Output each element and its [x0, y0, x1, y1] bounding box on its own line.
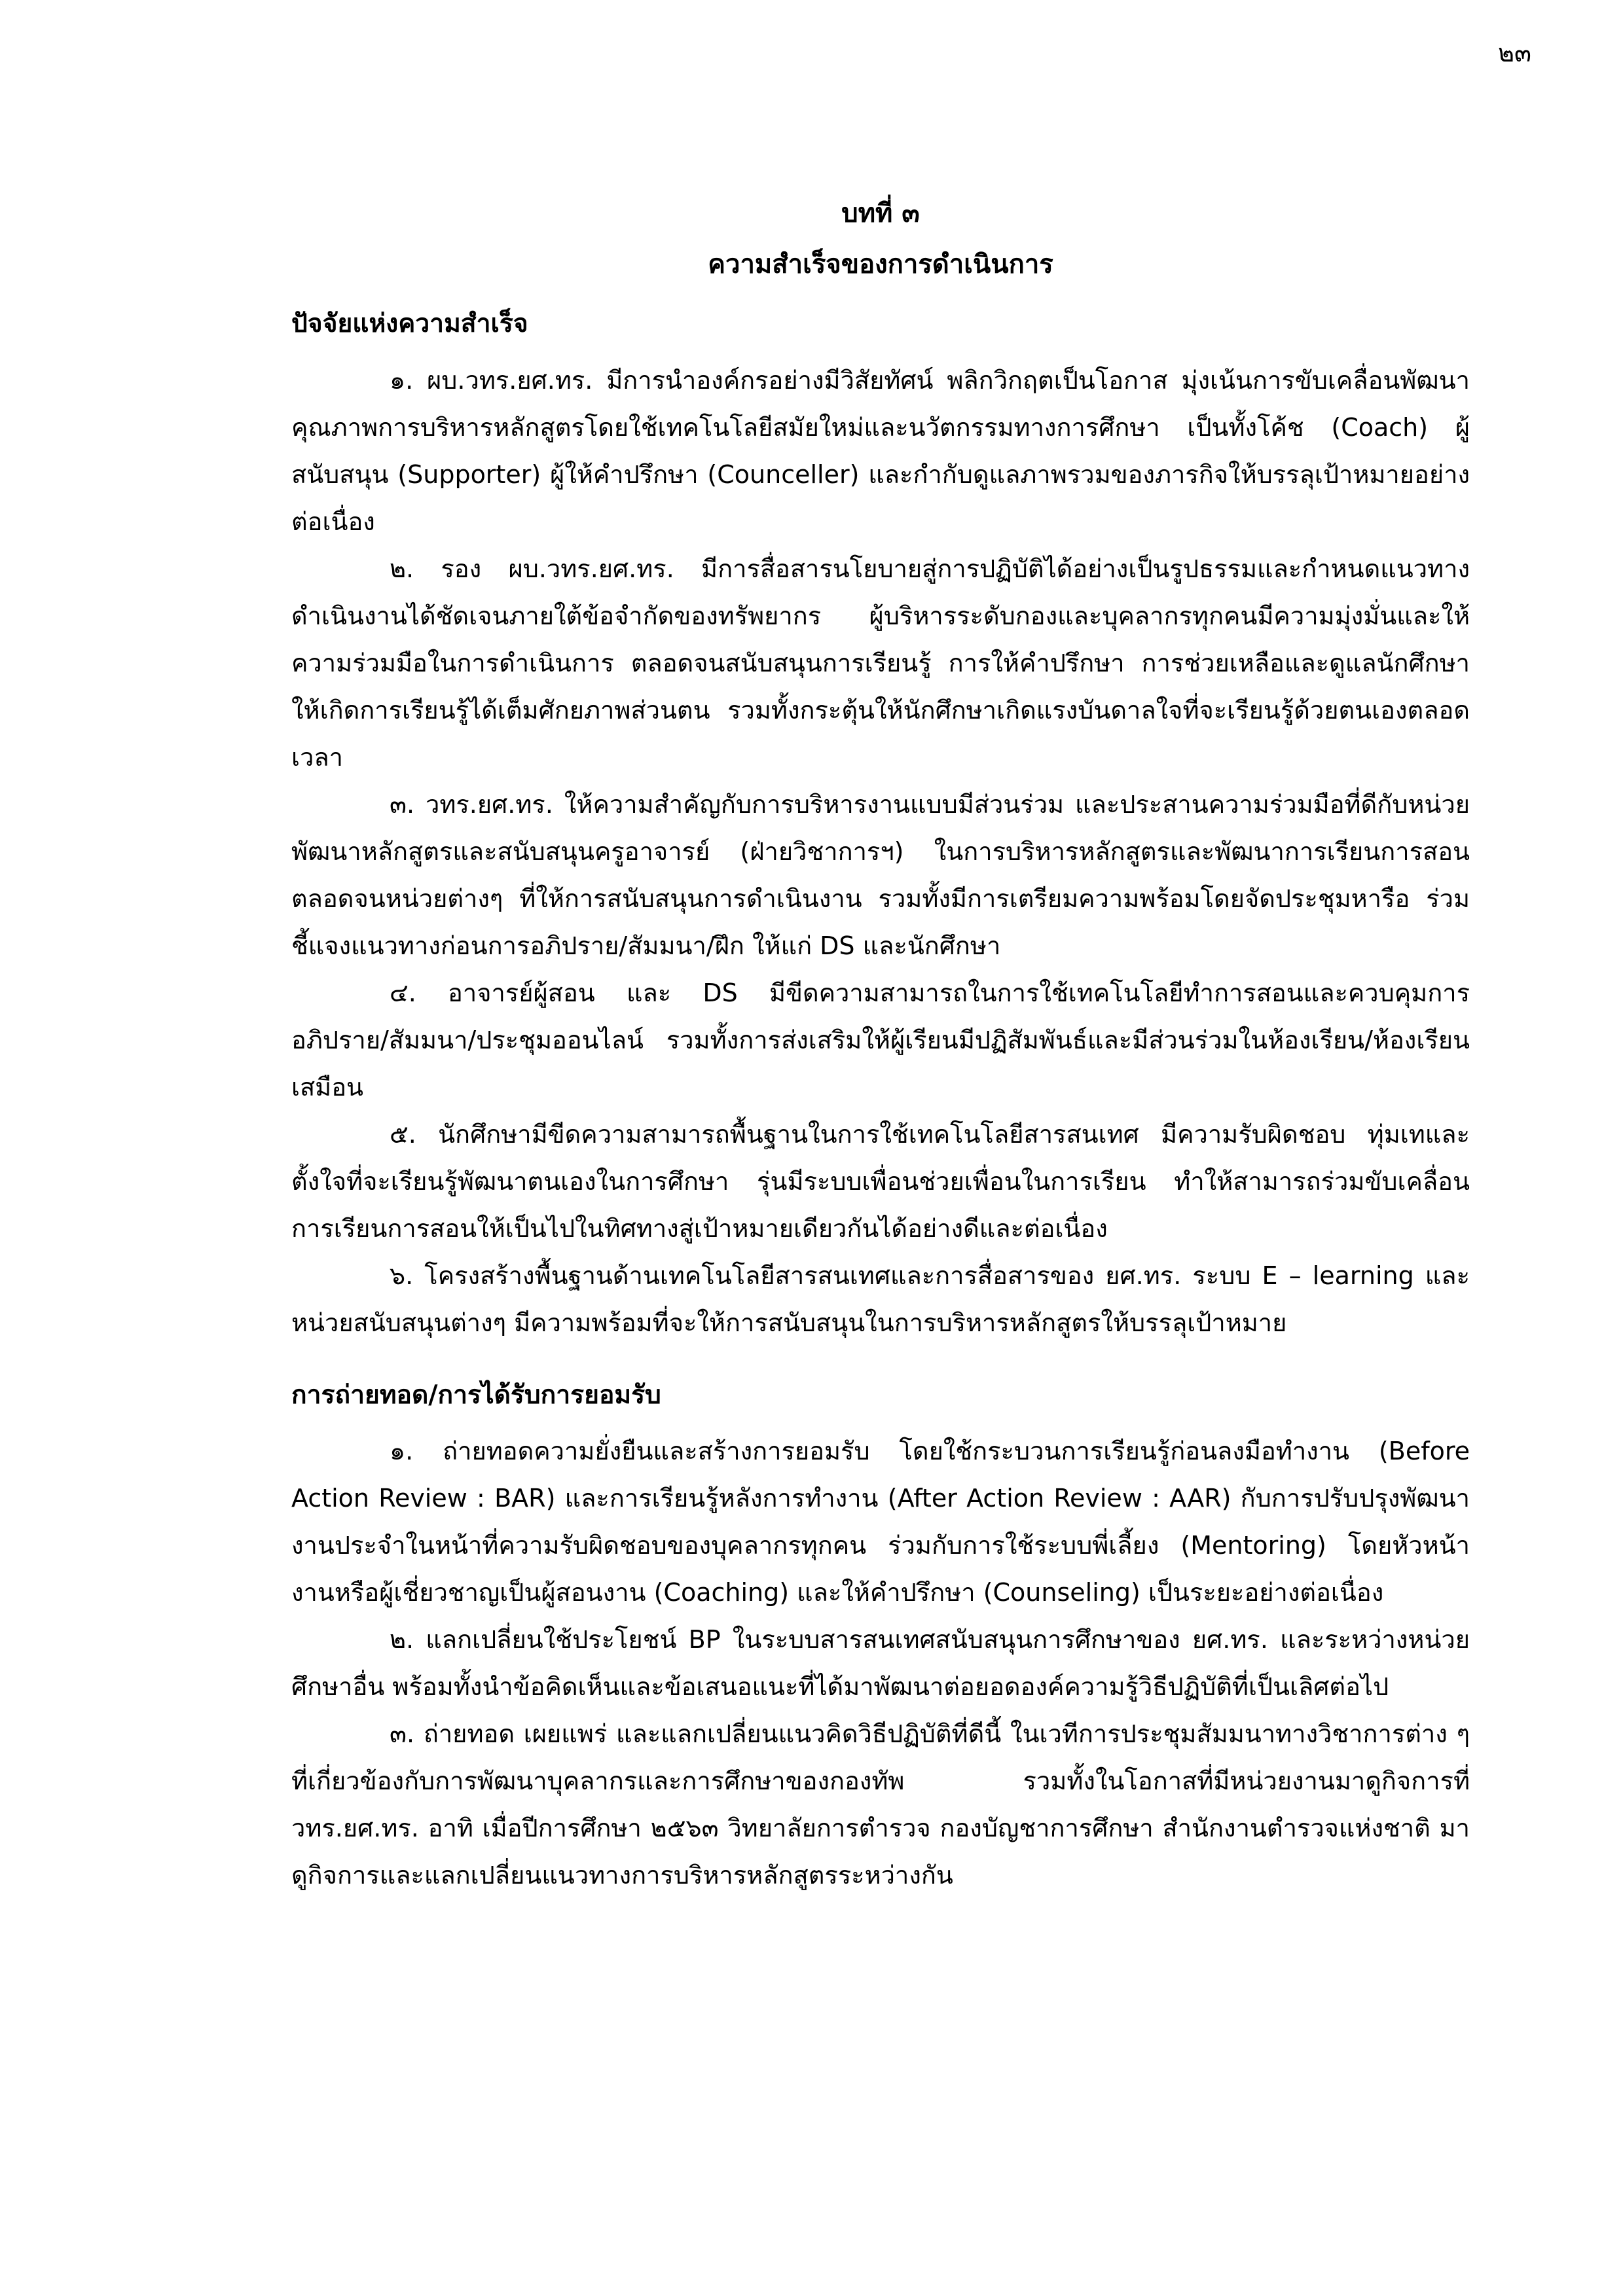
paragraph: ๕. นักศึกษามีขีดความสามารถพื้นฐานในการใช้เทคโนโลยีสารสนเทศ มีความรับผิดชอบ ทุ่มเทและตั้งใจที่จะเรียนรู้พัฒนาตนเองในการศึกษา รุ่นมีระบบเพื่อนช่วยเพื่อนในการเรียน ทำให้สามารถร่วมขับเคลื่อนการเรียนการสอนให้เป็นไปในทิศทางสู่เป้าหมายเดียวกันได้อย่างดีและต่อเนื่อง	[291, 1119, 1470, 1243]
section-heading: การถ่ายทอด/การได้รับการยอมรับ	[291, 1380, 661, 1410]
section-success-factors	[291, 308, 1470, 1346]
page-number: ๒๓	[1497, 39, 1531, 67]
paragraph: ๓. ถ่ายทอด เผยแพร่ และแลกเปลี่ยนแนวคิดวิธีปฏิบัติที่ดีนี้ ในเวทีการประชุมสัมมนาทางวิชาการต่าง ๆ ที่เกี่ยวข้องกับการพัฒนาบุคลากรและการศึกษาของกองทัพ รวมทั้งในโอกาสที่มีหน่วยงานมาดูกิจการที่ วทร.ยศ.ทร. อาทิ เมื่อปีการศึกษา ๒๕๖๓ วิทยาลัยการตำรวจ กองบัญชาการศึกษา สำนักงานตำรวจแห่งชาติ มาดูกิจการและแลกเปลี่ยนแนวทางการบริหารหลักสูตรระหว่างกัน	[291, 1719, 1470, 1890]
section-transfer-recognition	[291, 1379, 1470, 1899]
page-content	[291, 196, 1470, 1899]
section-heading: ปัจจัยแห่งความสำเร็จ	[291, 309, 528, 338]
paragraph: ๑. ถ่ายทอดความยั่งยืนและสร้างการยอมรับ โดยใช้กระบวนการเรียนรู้ก่อนลงมือทำงาน (Before Action Review : BAR) และการเรียนรู้หลังการทำงาน (After Action Review : AAR) กับการปรับปรุงพัฒนางานประจำในหน้าที่ความรับผิดชอบของบุคลากรทุกคน ร่วมกับการใช้ระบบพี่เลี้ยง (Mentoring) โดยหัวหน้างานหรือผู้เชี่ยวชาญเป็นผู้สอนงาน (Coaching) และให้คำปรึกษา (Counseling) เป็นระยะอย่างต่อเนื่อง	[291, 1437, 1470, 1607]
paragraph: ๔. อาจารย์ผู้สอน และ DS มีขีดความสามารถในการใช้เทคโนโลยีทำการสอนและควบคุมการอภิปราย/สัมมนา/ประชุมออนไลน์ รวมทั้งการส่งเสริมให้ผู้เรียนมีปฏิสัมพันธ์และมีส่วนร่วมในห้องเรียน/ห้องเรียนเสมือน	[291, 978, 1470, 1102]
paragraph: ๒. รอง ผบ.วทร.ยศ.ทร. มีการสื่อสารนโยบายสู่การปฏิบัติได้อย่างเป็นรูปธรรมและกำหนดแนวทางดำเนินงานได้ชัดเจนภายใต้ข้อจำกัดของทรัพยากร ผู้บริหารระดับกองและบุคลากรทุกคนมีความมุ่งมั่นและให้ความร่วมมือในการดำเนินการ ตลอดจนสนับสนุนการเรียนรู้ การให้คำปรึกษา การช่วยเหลือและดูแลนักศึกษาให้เกิดการเรียนรู้ได้เต็มศักยภาพส่วนตน รวมทั้งกระตุ้นให้นักศึกษาเกิดแรงบันดาลใจที่จะเรียนรู้ด้วยตนเองตลอดเวลา	[291, 554, 1470, 772]
paragraph: ๖. โครงสร้างพื้นฐานด้านเทคโนโลยีสารสนเทศและการสื่อสารของ ยศ.ทร. ระบบ E – learning และหน่วยสนับสนุนต่างๆ มีความพร้อมที่จะให้การสนับสนุนในการบริหารหลักสูตรให้บรรลุเป้าหมาย	[291, 1261, 1470, 1337]
chapter-subtitle: ความสำเร็จของการดำเนินการ	[708, 249, 1053, 279]
paragraph: ๓. วทร.ยศ.ทร. ให้ความสำคัญกับการบริหารงานแบบมีส่วนร่วม และประสานความร่วมมือที่ดีกับหน่วยพัฒนาหลักสูตรและสนับสนุนครูอาจารย์ (ฝ่ายวิชาการฯ) ในการบริหารหลักสูตรและพัฒนาการเรียนการสอน ตลอดจนหน่วยต่างๆ ที่ให้การสนับสนุนการดำเนินงาน รวมทั้งมีการเตรียมความพร้อมโดยจัดประชุมหารือ ร่วมชี้แจงแนวทางก่อนการอภิปราย/สัมมนา/ฝึก ให้แก่ DS และนักศึกษา	[291, 789, 1470, 960]
paragraph: ๒. แลกเปลี่ยนใช้ประโยชน์ BP ในระบบสารสนเทศสนับสนุนการศึกษาของ ยศ.ทร. และระหว่างหน่วยศึกษาอื่น พร้อมทั้งนำข้อคิดเห็นและข้อเสนอแนะที่ได้มาพัฒนาต่อยอดองค์ความรู้วิธีปฏิบัติที่เป็นเลิศต่อไป	[291, 1625, 1470, 1702]
section-spacer	[291, 1346, 1470, 1353]
chapter-title: บทที่ ๓	[841, 198, 920, 228]
paragraph: ๑. ผบ.วทร.ยศ.ทร. มีการนำองค์กรอย่างมีวิสัยทัศน์ พลิกวิกฤตเป็นโอกาส มุ่งเน้นการขับเคลื่อนพัฒนาคุณภาพการบริหารหลักสูตรโดยใช้เทคโนโลยีสมัยใหม่และนวัตกรรมทางการศึกษา เป็นทั้งโค้ช (Coach) ผู้สนับสนุน (Supporter) ผู้ให้คำปรึกษา (Counceller) และกำกับดูแลภาพรวมของภารกิจให้บรรลุเป้าหมายอย่างต่อเนื่อง	[291, 365, 1470, 536]
